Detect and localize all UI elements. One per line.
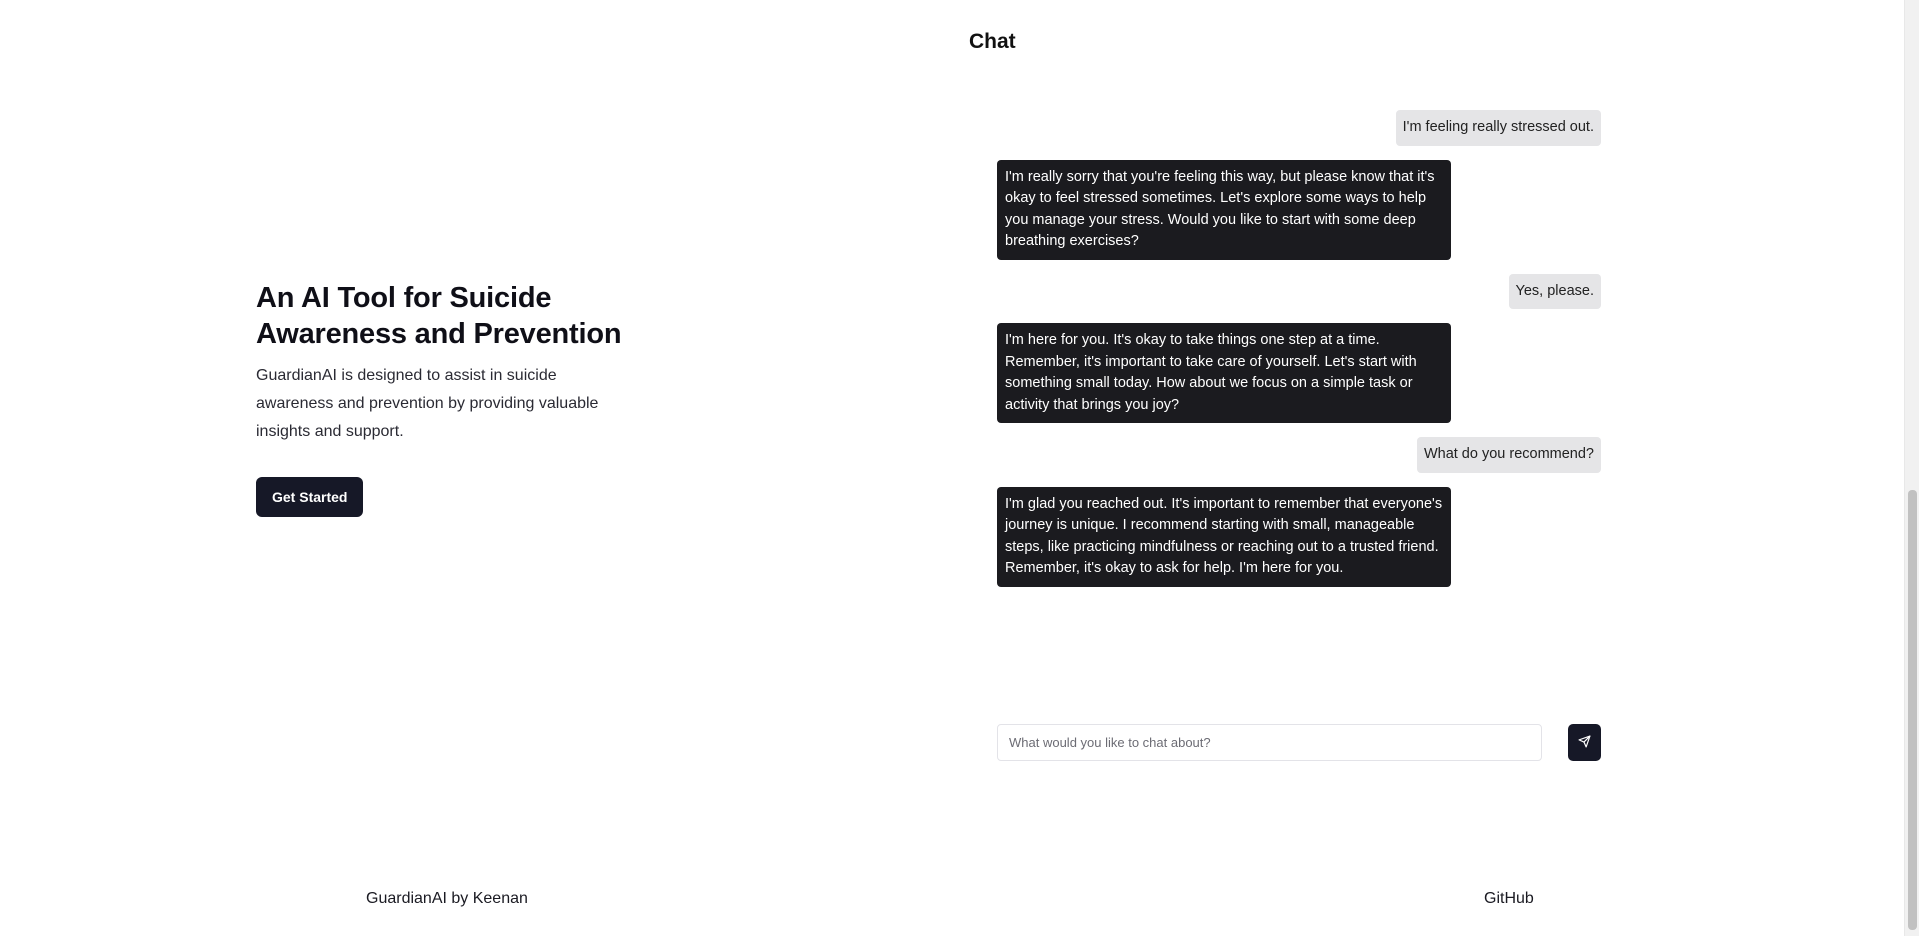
chat-input[interactable]: [997, 724, 1542, 761]
ai-message: [997, 160, 1601, 260]
user-message-bubble: What do you recommend?: [1417, 437, 1601, 473]
hero: [256, 280, 656, 446]
send-button[interactable]: [1568, 724, 1601, 761]
chat-title: Chat: [969, 30, 1016, 53]
page-scrollbar[interactable]: [1904, 0, 1919, 936]
hero-title: An AI Tool for Suicide Awareness and Prevention: [256, 282, 622, 350]
get-started-button[interactable]: Get Started: [256, 477, 363, 517]
user-message: [997, 437, 1601, 473]
ai-message: [997, 487, 1601, 587]
user-message-bubble: I'm feeling really stressed out.: [1396, 110, 1601, 146]
github-link[interactable]: GitHub: [1484, 890, 1534, 907]
send-icon: [1578, 735, 1591, 751]
ai-message-bubble: I'm really sorry that you're feeling this way, but please know that it's okay to feel stressed sometimes. Let's explore some ways to help you manage your stress. Would you like to start with some deep breathing exercises?: [997, 160, 1451, 260]
message-list: [997, 110, 1601, 601]
user-message: [997, 274, 1601, 310]
user-message: [997, 110, 1601, 146]
ai-message: [997, 323, 1601, 423]
ai-message-bubble: I'm here for you. It's okay to take things one step at a time. Remember, it's important to take care of yourself. Let's start with something small today. How about we focus on a simple task or activity that brings you joy?: [997, 323, 1451, 423]
scrollbar-thumb[interactable]: [1908, 490, 1917, 930]
user-message-bubble: Yes, please.: [1509, 274, 1601, 310]
ai-message-bubble: I'm glad you reached out. It's important to remember that everyone's journey is unique. I recommend starting with small, manageable steps, like practicing mindfulness or reaching out to a trusted friend. Remember, it's okay to ask for help. I'm here for you.: [997, 487, 1451, 587]
chat-composer: [997, 724, 1601, 761]
footer-credit: GuardianAI by Keenan: [366, 890, 528, 907]
hero-description: GuardianAI is designed to assist in suicide awareness and prevention by providing valuable insights and support.: [256, 367, 599, 440]
